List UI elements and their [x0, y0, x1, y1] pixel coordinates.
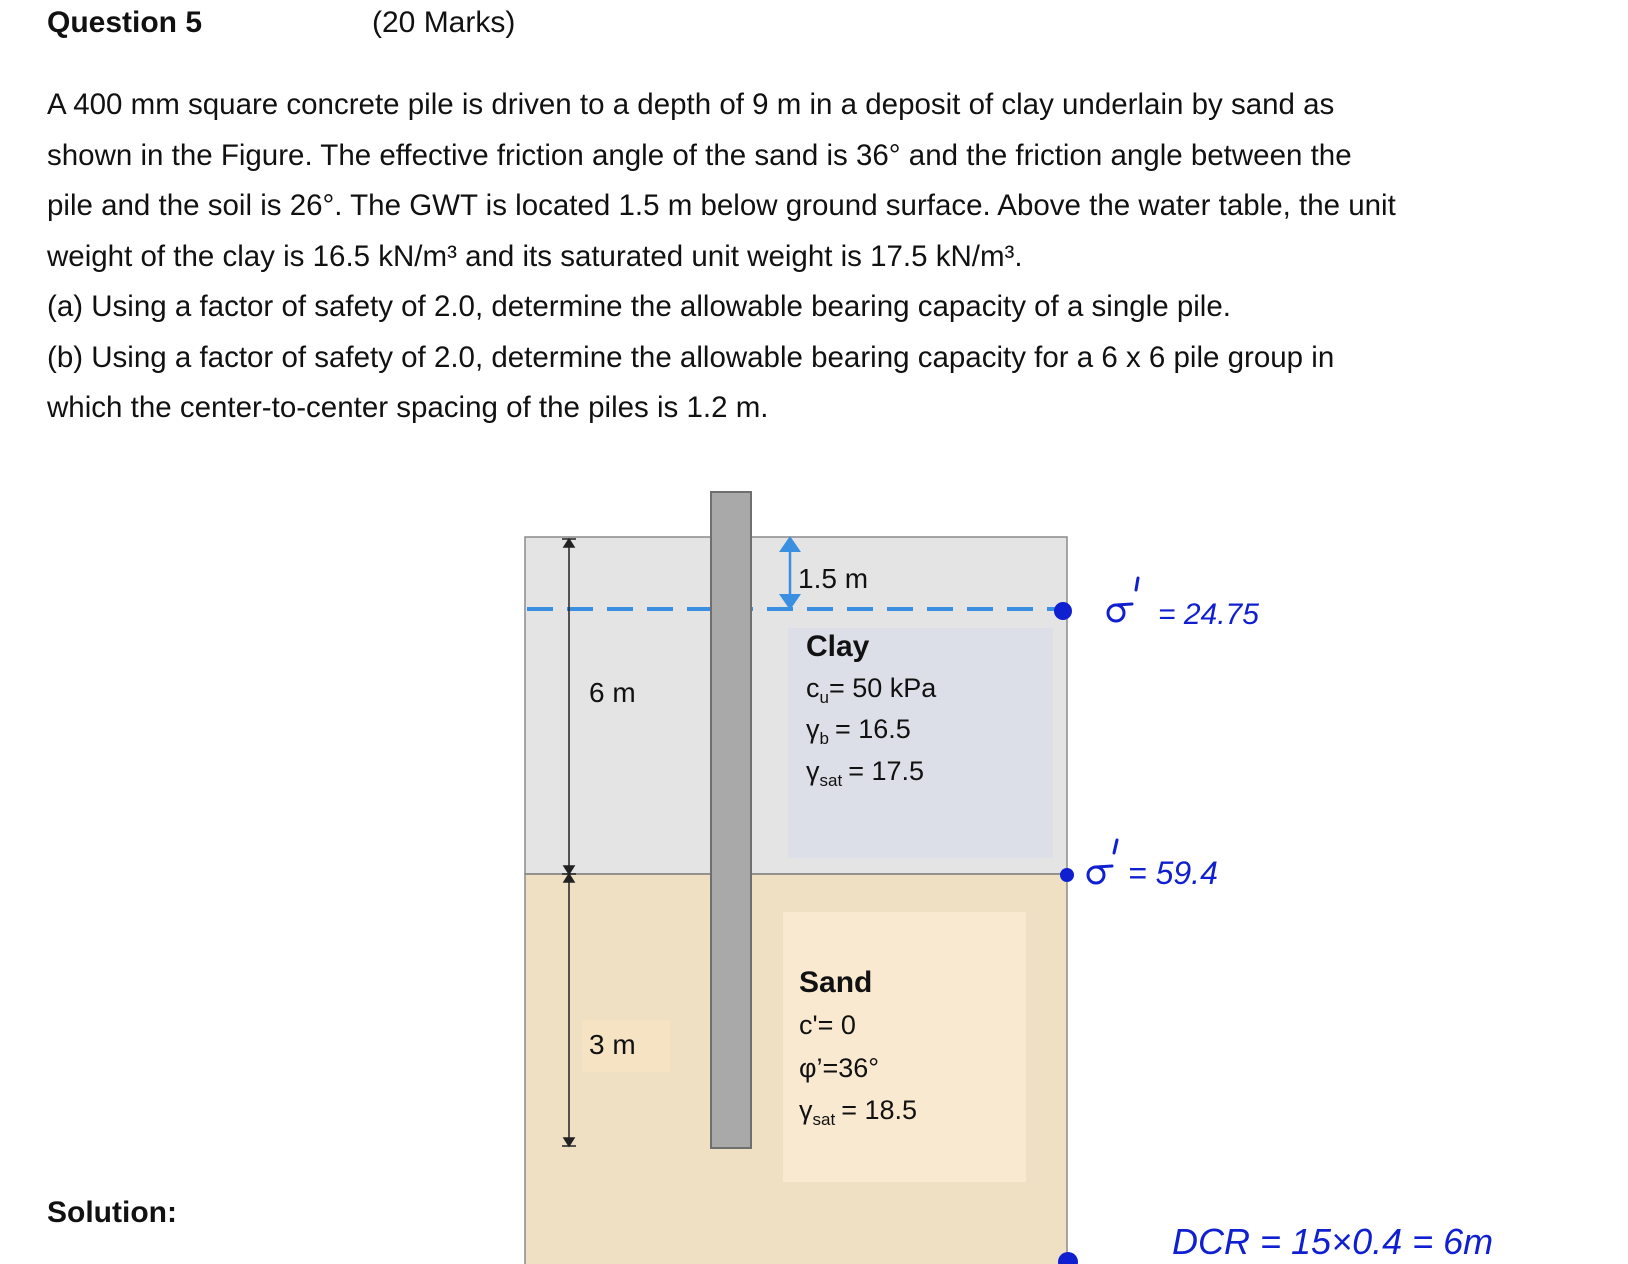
clay-cu: $c_u= 50$ kPa [806, 673, 937, 707]
stress-gwt-value: = 24.75 [1158, 598, 1259, 631]
sand-gamma-sat: $\gamma_{sat} = 18.5$ [799, 1095, 918, 1129]
problem-line: which the center-to-center spacing of the piles is 1.2 m. [47, 391, 769, 424]
sand-label: Sand [799, 966, 873, 999]
question-marks: (20 Marks) [372, 6, 516, 39]
clay-gamma-b: $\gamma_b = 16.5$ [806, 714, 911, 748]
sand-label-box [783, 912, 1026, 1182]
sigma-prime-symbol [1088, 867, 1104, 883]
problem-line: (b) Using a factor of safety of 2.0, determine the allowable bearing capacity for a 6 x 6 pile group in [47, 340, 1335, 374]
handwritten-dcr [1058, 1221, 1493, 1264]
problem-line: pile and the soil is 26°. The GWT is located 1.5 m below ground surface. Above the water table, the unit [47, 189, 1396, 222]
sand-phi: φ’=36° [799, 1053, 880, 1083]
pile [711, 492, 751, 1148]
clay-label: Clay [806, 630, 870, 663]
question-title: Question 5 [47, 6, 203, 39]
sigma-prime-symbol [1108, 605, 1124, 621]
clay-thickness-label: 6 m [589, 677, 636, 708]
problem-line: (a) Using a factor of safety of 2.0, determine the allowable bearing capacity of a single pile. [47, 290, 1231, 323]
stress-clay-bottom-value: = 59.4 [1128, 855, 1218, 891]
sand-thickness-label: 3 m [589, 1029, 636, 1060]
dcr-value: DCR = 15×0.4 = 6m [1172, 1221, 1494, 1262]
handwritten-stress-gwt [1054, 578, 1259, 631]
clay-gamma-sat: $\gamma_{sat} = 17.5$ [806, 756, 925, 790]
gwt-depth-label: 1.5 m [798, 563, 869, 594]
sand-c: c'= 0 [799, 1010, 856, 1040]
solution-label: Solution: [47, 1196, 177, 1229]
problem-line: A 400 mm square concrete pile is driven to a depth of 9 m in a deposit of clay underlain by sand as [47, 88, 1335, 121]
problem-line: shown in the Figure. The effective friction angle of the sand is 36° and the friction angle between the [47, 138, 1352, 172]
problem-line: weight of the clay is 16.5 kN/m³ and its saturated unit weight is 17.5 kN/m³. [47, 239, 1023, 273]
handwritten-stress-clay-bottom [1060, 840, 1218, 891]
